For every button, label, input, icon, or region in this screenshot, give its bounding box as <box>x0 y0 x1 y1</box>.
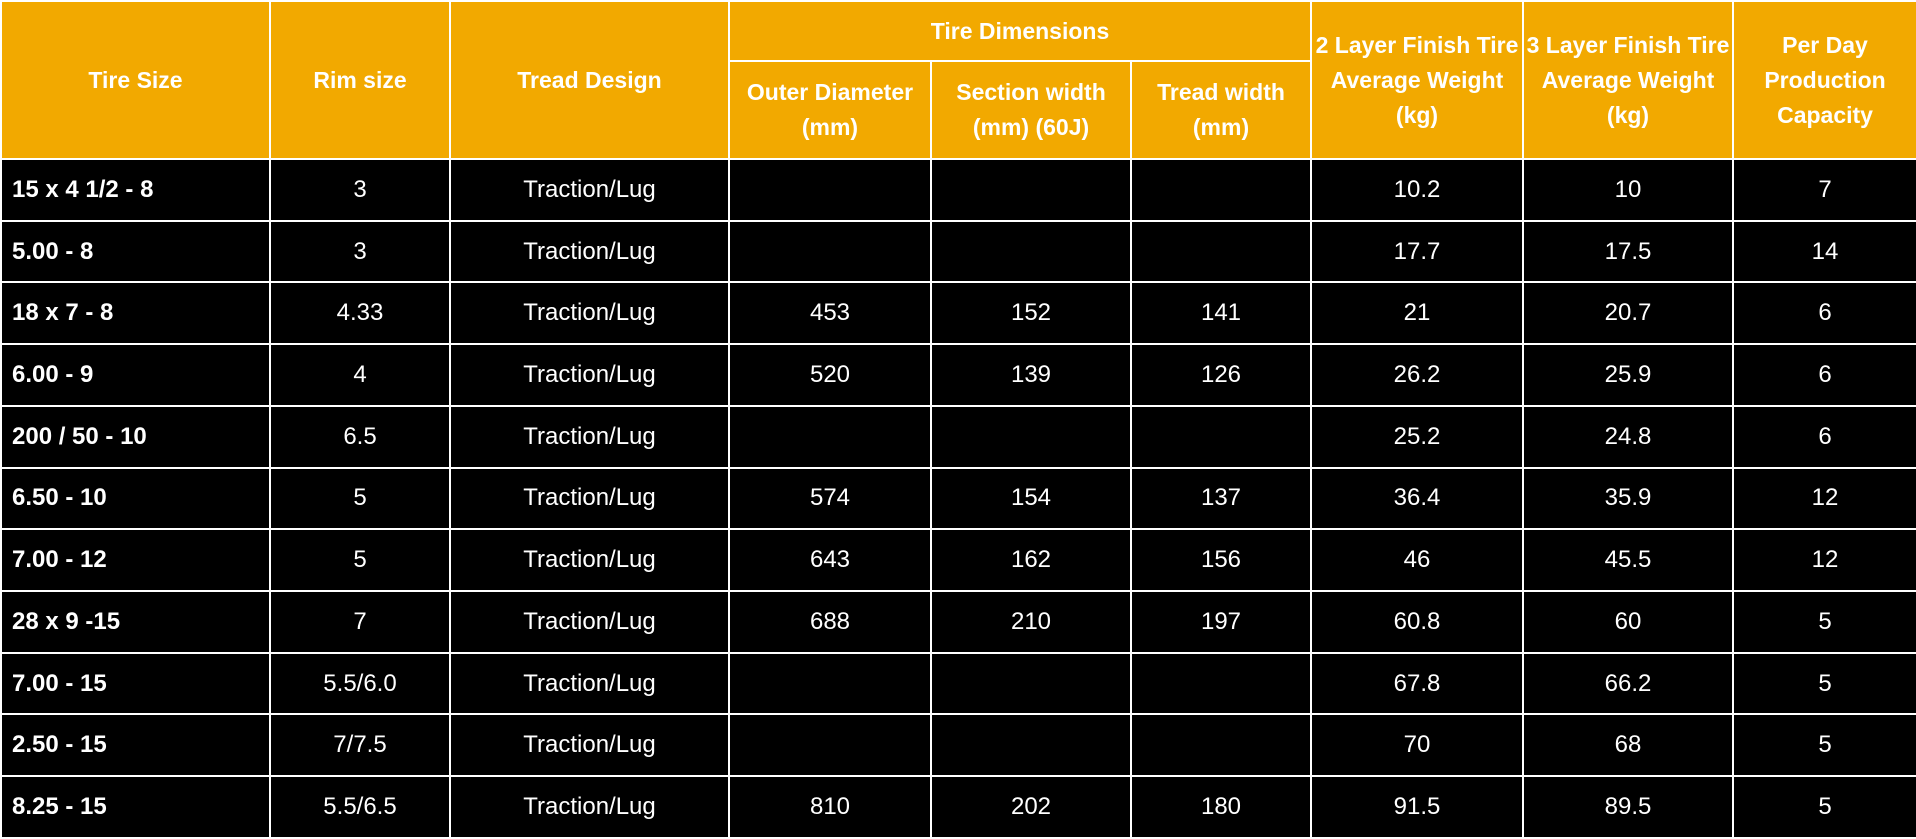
cell-tire-size: 5.00 - 8 <box>1 221 270 283</box>
cell-three-layer-weight: 68 <box>1523 714 1733 776</box>
cell-tread-width: 141 <box>1131 282 1311 344</box>
cell-two-layer-weight: 17.7 <box>1311 221 1523 283</box>
cell-tread-width <box>1131 714 1311 776</box>
cell-tire-size: 15 x 4 1/2 - 8 <box>1 159 270 221</box>
cell-tire-size: 7.00 - 12 <box>1 529 270 591</box>
cell-production-capacity: 12 <box>1733 468 1916 530</box>
cell-tire-size: 18 x 7 - 8 <box>1 282 270 344</box>
cell-production-capacity: 5 <box>1733 653 1916 715</box>
table-row <box>1 714 1916 776</box>
table-row <box>1 653 1916 715</box>
cell-tire-size: 7.00 - 15 <box>1 653 270 715</box>
cell-tread-design: Traction/Lug <box>450 159 729 221</box>
cell-tread-design: Traction/Lug <box>450 344 729 406</box>
cell-tread-design: Traction/Lug <box>450 468 729 530</box>
cell-outer-diameter <box>729 714 931 776</box>
table-header <box>1 1 1916 159</box>
cell-production-capacity: 5 <box>1733 591 1916 653</box>
cell-section-width <box>931 159 1131 221</box>
cell-three-layer-weight: 24.8 <box>1523 406 1733 468</box>
table-row <box>1 221 1916 283</box>
cell-outer-diameter <box>729 406 931 468</box>
cell-section-width: 152 <box>931 282 1131 344</box>
header-tread-design: Tread Design <box>450 1 729 159</box>
cell-outer-diameter: 688 <box>729 591 931 653</box>
table-row <box>1 468 1916 530</box>
header-two-layer-weight: 2 Layer Finish Tire Average Weight (kg) <box>1311 1 1523 159</box>
cell-two-layer-weight: 46 <box>1311 529 1523 591</box>
cell-tread-width: 156 <box>1131 529 1311 591</box>
cell-outer-diameter: 520 <box>729 344 931 406</box>
cell-section-width <box>931 653 1131 715</box>
cell-section-width: 162 <box>931 529 1131 591</box>
cell-tread-width: 180 <box>1131 776 1311 838</box>
cell-production-capacity: 12 <box>1733 529 1916 591</box>
cell-three-layer-weight: 66.2 <box>1523 653 1733 715</box>
cell-section-width <box>931 406 1131 468</box>
cell-two-layer-weight: 21 <box>1311 282 1523 344</box>
cell-two-layer-weight: 60.8 <box>1311 591 1523 653</box>
cell-tread-design: Traction/Lug <box>450 221 729 283</box>
cell-production-capacity: 6 <box>1733 406 1916 468</box>
cell-tread-width <box>1131 159 1311 221</box>
header-outer-diameter: Outer Diameter (mm) <box>729 61 931 159</box>
table-row <box>1 529 1916 591</box>
cell-tread-width: 137 <box>1131 468 1311 530</box>
cell-outer-diameter: 574 <box>729 468 931 530</box>
cell-rim-size: 5.5/6.0 <box>270 653 450 715</box>
cell-three-layer-weight: 60 <box>1523 591 1733 653</box>
cell-outer-diameter: 810 <box>729 776 931 838</box>
cell-production-capacity: 6 <box>1733 344 1916 406</box>
cell-rim-size: 7/7.5 <box>270 714 450 776</box>
header-rim-size: Rim size <box>270 1 450 159</box>
cell-rim-size: 5 <box>270 468 450 530</box>
cell-production-capacity: 7 <box>1733 159 1916 221</box>
cell-two-layer-weight: 10.2 <box>1311 159 1523 221</box>
cell-rim-size: 7 <box>270 591 450 653</box>
table-row <box>1 159 1916 221</box>
cell-three-layer-weight: 25.9 <box>1523 344 1733 406</box>
cell-tread-design: Traction/Lug <box>450 714 729 776</box>
cell-tire-size: 8.25 - 15 <box>1 776 270 838</box>
cell-section-width <box>931 714 1131 776</box>
cell-rim-size: 5 <box>270 529 450 591</box>
header-three-layer-weight: 3 Layer Finish Tire Average Weight (kg) <box>1523 1 1733 159</box>
cell-production-capacity: 6 <box>1733 282 1916 344</box>
cell-three-layer-weight: 45.5 <box>1523 529 1733 591</box>
cell-three-layer-weight: 17.5 <box>1523 221 1733 283</box>
cell-section-width: 210 <box>931 591 1131 653</box>
cell-tread-width <box>1131 406 1311 468</box>
header-production-capacity: Per Day Production Capacity <box>1733 1 1916 159</box>
cell-rim-size: 6.5 <box>270 406 450 468</box>
cell-production-capacity: 14 <box>1733 221 1916 283</box>
cell-rim-size: 3 <box>270 221 450 283</box>
cell-tire-size: 2.50 - 15 <box>1 714 270 776</box>
cell-outer-diameter: 643 <box>729 529 931 591</box>
header-tire-dimensions: Tire Dimensions <box>729 1 1311 61</box>
cell-tread-width <box>1131 653 1311 715</box>
cell-two-layer-weight: 36.4 <box>1311 468 1523 530</box>
table-row <box>1 776 1916 838</box>
cell-two-layer-weight: 70 <box>1311 714 1523 776</box>
cell-three-layer-weight: 89.5 <box>1523 776 1733 838</box>
cell-outer-diameter: 453 <box>729 282 931 344</box>
cell-tire-size: 200 / 50 - 10 <box>1 406 270 468</box>
cell-tread-design: Traction/Lug <box>450 653 729 715</box>
cell-tread-design: Traction/Lug <box>450 529 729 591</box>
cell-rim-size: 3 <box>270 159 450 221</box>
header-tread-width: Tread width (mm) <box>1131 61 1311 159</box>
cell-section-width <box>931 221 1131 283</box>
cell-tread-design: Traction/Lug <box>450 282 729 344</box>
table-row <box>1 282 1916 344</box>
table-row <box>1 344 1916 406</box>
cell-tread-design: Traction/Lug <box>450 591 729 653</box>
table-row <box>1 406 1916 468</box>
cell-rim-size: 5.5/6.5 <box>270 776 450 838</box>
table-row <box>1 591 1916 653</box>
cell-tire-size: 6.00 - 9 <box>1 344 270 406</box>
cell-section-width: 154 <box>931 468 1131 530</box>
cell-rim-size: 4 <box>270 344 450 406</box>
cell-tread-width <box>1131 221 1311 283</box>
cell-two-layer-weight: 67.8 <box>1311 653 1523 715</box>
cell-production-capacity: 5 <box>1733 776 1916 838</box>
cell-two-layer-weight: 91.5 <box>1311 776 1523 838</box>
cell-rim-size: 4.33 <box>270 282 450 344</box>
cell-tread-design: Traction/Lug <box>450 406 729 468</box>
cell-production-capacity: 5 <box>1733 714 1916 776</box>
cell-three-layer-weight: 35.9 <box>1523 468 1733 530</box>
cell-tire-size: 6.50 - 10 <box>1 468 270 530</box>
cell-tread-width: 126 <box>1131 344 1311 406</box>
cell-outer-diameter <box>729 221 931 283</box>
cell-three-layer-weight: 10 <box>1523 159 1733 221</box>
cell-outer-diameter <box>729 159 931 221</box>
cell-tread-design: Traction/Lug <box>450 776 729 838</box>
cell-outer-diameter <box>729 653 931 715</box>
cell-section-width: 139 <box>931 344 1131 406</box>
cell-two-layer-weight: 25.2 <box>1311 406 1523 468</box>
header-tire-size: Tire Size <box>1 1 270 159</box>
cell-tread-width: 197 <box>1131 591 1311 653</box>
cell-tire-size: 28 x 9 -15 <box>1 591 270 653</box>
cell-three-layer-weight: 20.7 <box>1523 282 1733 344</box>
table-body <box>1 159 1916 838</box>
cell-section-width: 202 <box>931 776 1131 838</box>
cell-two-layer-weight: 26.2 <box>1311 344 1523 406</box>
header-section-width: Section width (mm) (60J) <box>931 61 1131 159</box>
